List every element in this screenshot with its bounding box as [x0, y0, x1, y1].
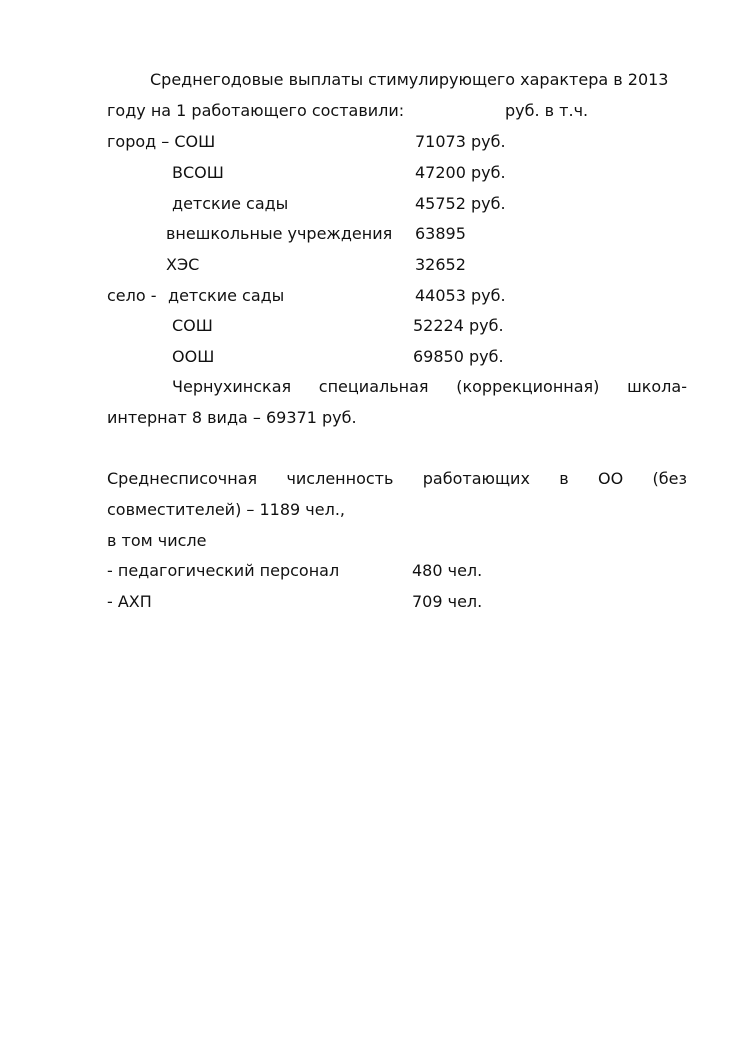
village-label-basic-school: ООШ — [172, 347, 215, 366]
special-school-line-1 — [172, 377, 687, 397]
staff-label-teaching: - педагогический персонал — [107, 561, 340, 580]
village-value-school: 52224 руб. — [413, 316, 504, 335]
city-label-extracurricular: внешкольные учреждения — [166, 224, 393, 243]
village-prefix: село - — [107, 286, 157, 305]
special-school-word: Чернухинская — [172, 377, 292, 396]
staff-line-2: совместителей) – 1189 чел., — [107, 500, 345, 519]
staff-word: работающих — [422, 469, 530, 488]
city-label-kindergartens: детские сады — [172, 194, 289, 213]
special-school-word: (коррекционная) — [456, 377, 600, 396]
staff-line-1 — [107, 469, 687, 489]
city-label-evening-school: ВСОШ — [172, 163, 224, 182]
staff-line-3: в том числе — [107, 531, 207, 550]
staff-word: численность — [286, 469, 394, 488]
village-label-school: СОШ — [172, 316, 213, 335]
special-school-line-2: интернат 8 вида – 69371 руб. — [107, 408, 357, 427]
village-value-kindergartens: 44053 руб. — [415, 286, 506, 305]
city-value-extracurricular: 63895 — [415, 224, 466, 243]
village-label-kindergartens: детские сады — [168, 286, 285, 305]
city-value-hes: 32652 — [415, 255, 466, 274]
staff-word: (без — [652, 469, 687, 488]
city-value-evening-school: 47200 руб. — [415, 163, 506, 182]
special-school-word: специальная — [318, 377, 429, 396]
intro-line-1: Среднегодовые выплаты стимулирующего характера в 2013 — [150, 70, 669, 89]
village-value-basic-school: 69850 руб. — [413, 347, 504, 366]
staff-value-teaching: 480 чел. — [412, 561, 483, 580]
staff-value-support: 709 чел. — [412, 592, 483, 611]
special-school-word: школа- — [627, 377, 687, 396]
staff-word: ОО — [598, 469, 624, 488]
city-value-kindergartens: 45752 руб. — [415, 194, 506, 213]
staff-label-support: - АХП — [107, 592, 152, 611]
city-prefix: город – СОШ — [107, 132, 216, 151]
intro-line-2a: году на 1 работающего составили: — [107, 101, 405, 120]
city-value-school: 71073 руб. — [415, 132, 506, 151]
staff-word: Среднесписочная — [107, 469, 258, 488]
city-label-hes: ХЭС — [166, 255, 200, 274]
staff-word: в — [559, 469, 569, 488]
intro-line-2b: руб. в т.ч. — [505, 101, 589, 120]
